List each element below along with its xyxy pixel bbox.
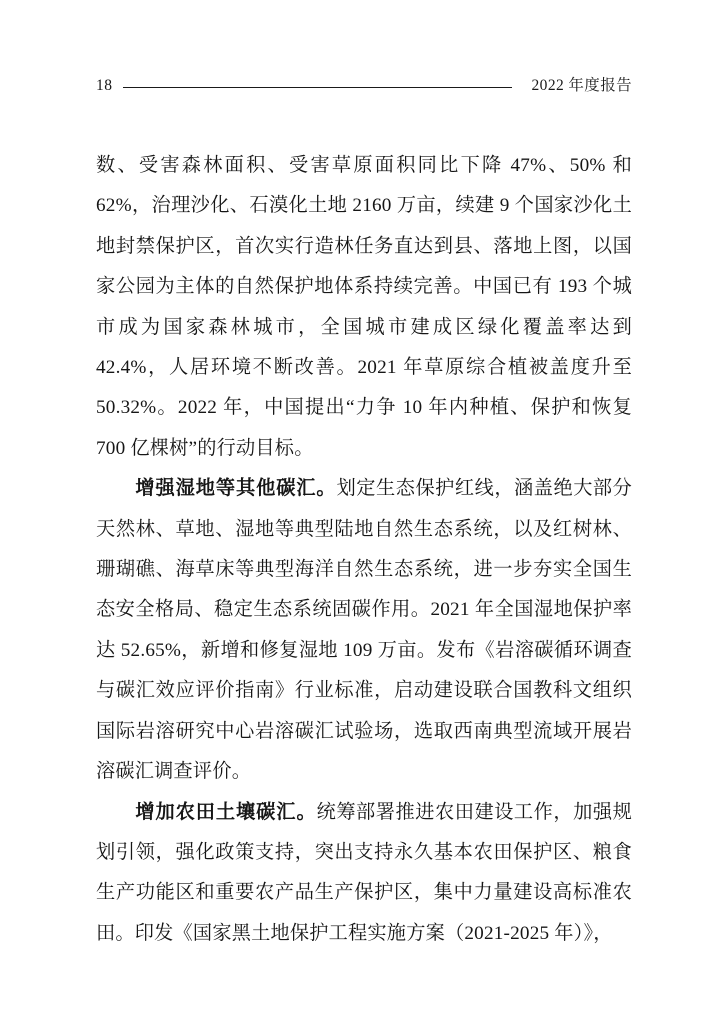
paragraph-3: [96, 793, 632, 955]
paragraph-3-heading: 增加农田土壤碳汇。: [135, 801, 317, 823]
page-header: [96, 74, 632, 98]
paragraph-1: [96, 146, 632, 469]
page-number: 18: [96, 77, 113, 95]
paragraph-2-text: 划定生态保护红线，涵盖绝大部分天然林、草地、湿地等典型陆地自然生态系统，以及红树林、珊瑚礁、海草床等典型海洋自然生态系统，进一步夯实全国生态安全格局、稳定生态系统固碳作用。2021 年全国湿地保护率达 52.65%，新增和修复湿地 109 万亩。发布《岩溶碳循环调查与碳汇效应评价指南》行业标准，启动建设联合国教科文组织国际岩溶研究中心岩溶碳汇试验场，选取西南典型流域开展岩溶碳汇调查评价。: [96, 478, 633, 783]
paragraph-1-text: 数、受害森林面积、受害草原面积同比下降 47%、50% 和 62%，治理沙化、石漠化土地 2160 万亩，续建 9 个国家沙化土地封禁保护区，首次实行造林任务直达到县、落地上图，以国家公园为主体的自然保护地体系持续完善。中国已有 193 个城市成为国家森林城市，全国城市建成区绿化覆盖率达到 42.4%，人居环境不断改善。2021 年草原综合植被盖度升至 50.32%。2022 年，中国提出“力争 10 年内种植、保护和恢复 700 亿棵树”的行动目标。: [96, 155, 632, 459]
paragraph-3-text: 统筹部署推进农田建设工作，加强规划引领，强化政策支持，突出支持永久基本农田保护区、粮食生产功能区和重要农产品生产保护区，集中力量建设高标准农田。印发《国家黑土地保护工程实施方案（2021-2025 年）》，: [96, 801, 632, 944]
paragraph-2-heading: 增强湿地等其他碳汇。: [135, 478, 337, 500]
body-text: [96, 146, 632, 954]
header-title: 2022 年度报告: [531, 77, 632, 95]
paragraph-2: [96, 469, 632, 792]
header-divider: [123, 87, 512, 88]
